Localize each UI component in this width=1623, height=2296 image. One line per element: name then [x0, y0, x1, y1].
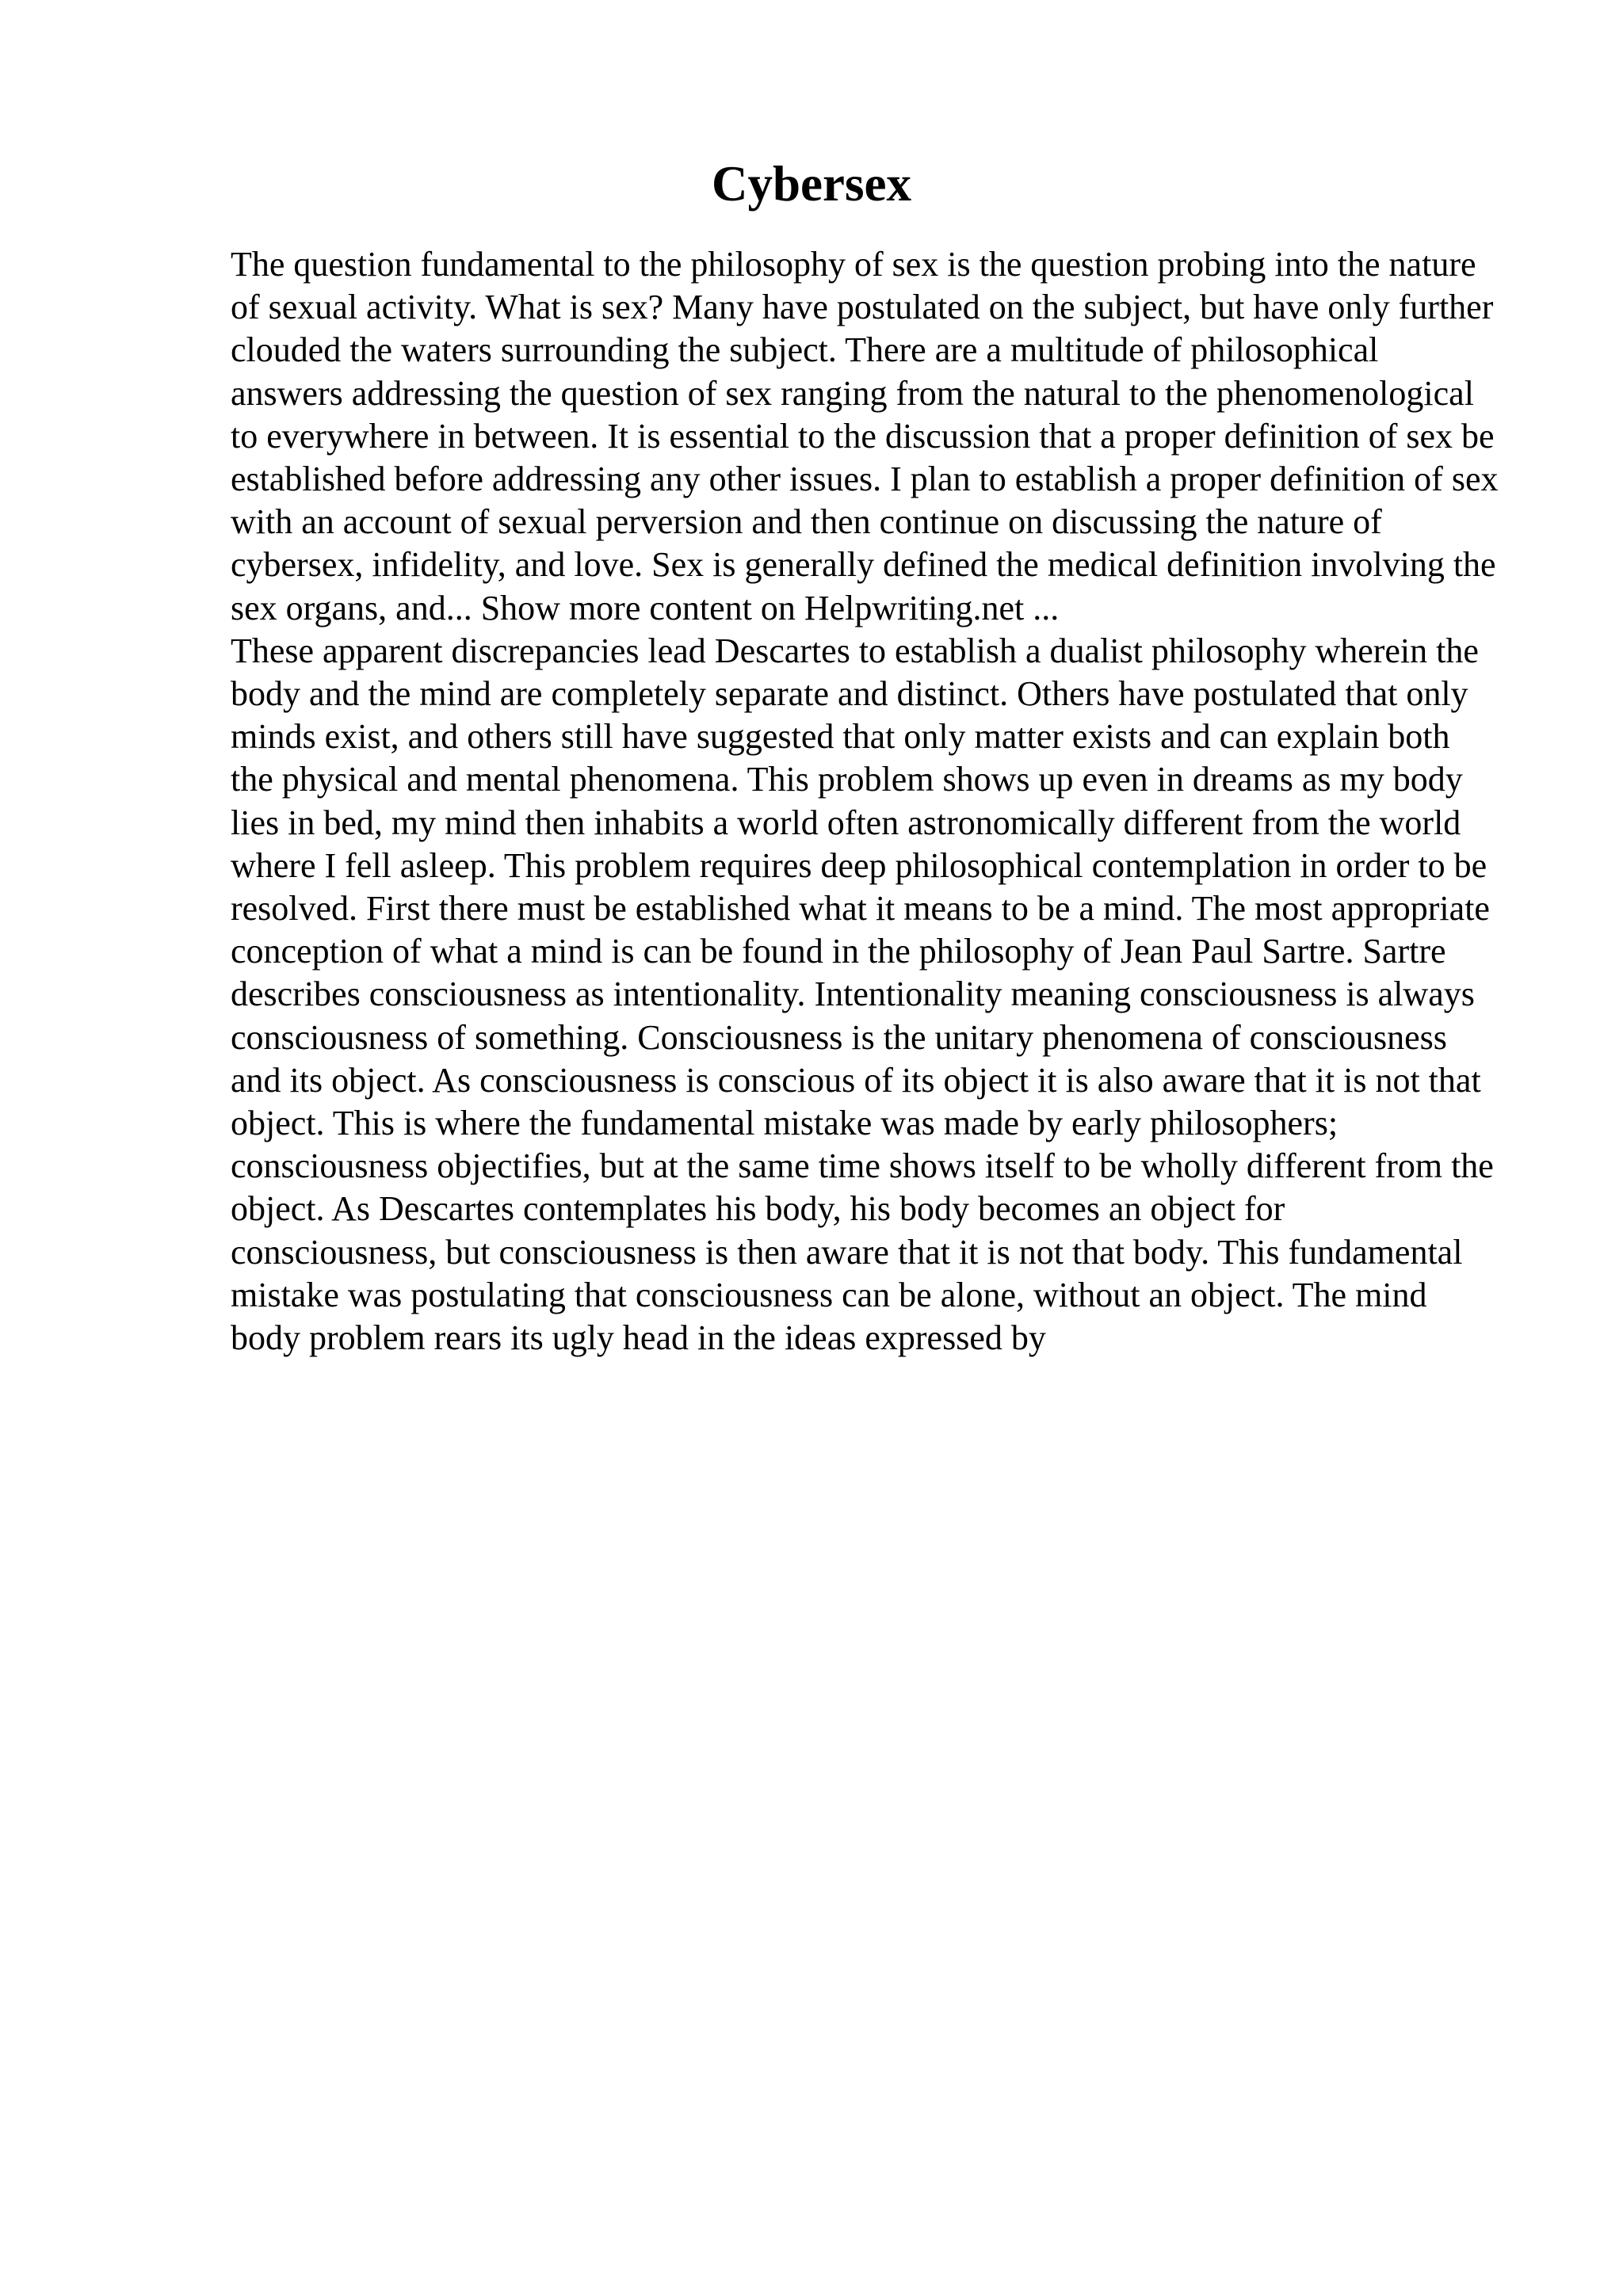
paragraph-descartes: These apparent discrepancies lead Descartes to establish a dualist philosophy wherein the body and the mind are completely separate and distinct. Others have postulated that only minds exist, and others still have suggested that only matter exists and can explain both the physical and mental phenomena. This problem shows up even in dreams as my body lies in bed, my mind then inhabits a world often astronomically different from the world where I fell asleep. This problem requires deep philosophical contemplation in order to be resolved. First there must be established what it means to be a mind. The most appropriate conception of what a mind is can be found in the philosophy of Jean Paul Sartre. Sartre describes consciousness as intentionality. Intentionality meaning consciousness is always consciousness of something. Consciousness is the unitary phenomena of consciousness and its object. As consciousness is conscious of its object it is also aware that it is not that object. This is where the fundamental mistake was made by early philosophers; consciousness objectifies, but at the same time shows itself to be wholly different from the object. As Descartes contemplates his body, his body becomes an object for consciousness, but consciousness is then aware that it is not that body. This fundamental mistake was postulating that consciousness can be alone, without an object. The mind body problem rears its ugly head in the ideas expressed by	[231, 631, 1494, 1358]
document-title: Cybersex	[712, 156, 911, 212]
paragraph-intro: The question fundamental to the philosophy of sex is the question probing into the nature of sexual activity. What is sex? Many have postulated on the subject, but have only further clouded the waters surrounding the subject. There are a multitude of philosophical answers addressing the question of sex ranging from the natural to the phenomenological to everywhere in between. It is essential to the discussion that a proper definition of sex be established before addressing any other issues. I plan to establish a proper definition of sex with an account of sexual perversion and then continue on discussing the nature of cybersex, infidelity, and love. Sex is generally defined the medical definition involving the sex organs, and... Show more content on Helpwriting.net ...	[231, 245, 1499, 627]
document-body	[231, 243, 1499, 1360]
